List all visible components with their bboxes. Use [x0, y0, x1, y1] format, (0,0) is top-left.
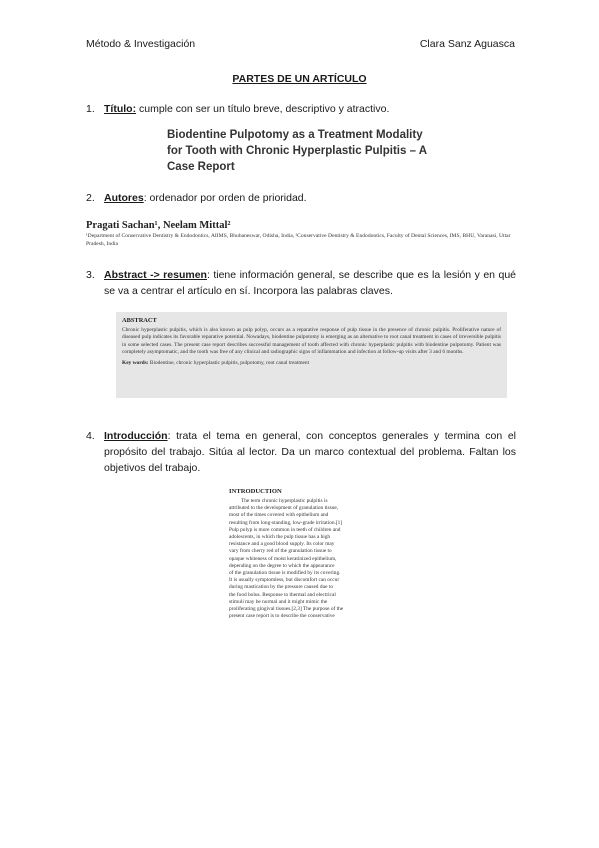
- item-text: : ordenador por orden de prioridad.: [143, 192, 307, 204]
- excerpt-intro-body: [229, 498, 374, 620]
- excerpt-keywords-label: Key words:: [122, 360, 149, 367]
- excerpt-intro-line: resistance and a good blood supply. Its color may: [229, 541, 335, 548]
- excerpt-abstract-body: Chronic hyperplastic pulpitis, which is also known as pulp polyp, occurs as a reparative response of pulp tissue in the presence of chronic pulpitis. Proliferative nature of diseased pulp indicates its favorable reparative potential. Nowadays, biodentine pulpotomy is emerging as an alternative to root canal treatment in cases of irreversible pulpitis in some selected cases. The present case report describes successful management of tooth affected with chronic hyperplastic pulpitis with biodentine pulpotomy. Patient was completely asymptomatic, and the tooth was free of any clinical and radiographic signs of inflammation and infection at follow-up visits after 3 and 6 months.: [122, 327, 501, 355]
- excerpt-affiliation: ¹Department of Conservative Dentistry & Endodontics, AIIMS, Bhubaneswar, Odisha, India, ²Conservative Dentistry & Endodontics, Faculty of Dental Sciences, IMS, BHU, Varanasi, Uttar Pradesh, India: [86, 233, 511, 247]
- excerpt-intro-line: attributed to the development of granulation tissue,: [229, 505, 339, 512]
- item-heading: Introducción: [104, 430, 168, 442]
- excerpt-abstract-title: ABSTRACT: [122, 317, 157, 324]
- excerpt-title-line: Case Report: [167, 161, 235, 173]
- excerpt-article-title: [167, 127, 427, 175]
- item-text: cumple con ser un título breve, descriptivo y atractivo.: [136, 103, 390, 115]
- item-heading: Abstract -> resumen: [104, 269, 207, 281]
- excerpt-intro-line: the food bolus. Response to thermal and electrical: [229, 591, 336, 598]
- excerpt-title-line: for Tooth with Chronic Hyperplastic Pulpitis – A: [167, 145, 428, 157]
- header-author: Clara Sanz Aguasca: [419, 38, 515, 50]
- excerpt-intro-line: vary from cherry red of the granulation tissue to: [229, 548, 332, 555]
- excerpt-intro-line: Pulp polyp is more common in teeth of children and: [229, 526, 341, 533]
- item-introduccion: [86, 428, 516, 476]
- excerpt-keywords: [122, 360, 501, 366]
- excerpt-keywords-text: Biodentine, chronic hyperplastic pulpitis, pulpotomy, root canal treatment: [148, 360, 310, 367]
- excerpt-intro-line: depending on the degree to which the appearance: [229, 562, 335, 569]
- excerpt-intro-line: It is usually symptomless, but discomfort can occur: [229, 577, 340, 584]
- item-text: : tiene información general, se describe que es la lesión y en qué se va a centrar el artículo en sí. Incorpora las palabras claves.: [104, 269, 517, 297]
- excerpt-intro-line: adolescents, in which the pulp tissue has a high: [229, 534, 331, 541]
- excerpt-authors: [86, 220, 516, 248]
- item-heading: Autores: [104, 192, 144, 204]
- excerpt-intro-line: resulting from long-standing, low-grade irritation.[1]: [229, 519, 343, 526]
- header-course: Método & Investigación: [86, 38, 196, 50]
- item-heading: Título:: [104, 103, 137, 115]
- excerpt-abstract: [116, 312, 507, 398]
- excerpt-intro-line: of the granulation tissue is modified by its covering.: [229, 570, 341, 577]
- item-number: 1.: [86, 103, 95, 115]
- excerpt-title-line: Biodentine Pulpotomy as a Treatment Modality: [167, 129, 423, 141]
- item-number: 2.: [86, 192, 95, 204]
- excerpt-intro-line: proliferating gingival tissues.[2,3] The purpose of the: [229, 606, 344, 613]
- excerpt-intro-line: opaque whiteness of moist keratinized epithelium,: [229, 555, 337, 562]
- excerpt-author-names: Pragati Sachan¹, Neelam Mittal²: [86, 220, 231, 231]
- item-text: : trata el tema en general, con conceptos generales y termina con el propósito del trabajo. Sitúa al lector. Da un marco contextual del problema. Faltan los objetivos del trabajo.: [104, 430, 516, 474]
- document-title: PARTES DE UN ARTÍCULO: [232, 73, 367, 85]
- excerpt-intro-line: present case report is to describe the conservative: [229, 613, 335, 620]
- item-autores: [86, 190, 516, 206]
- excerpt-intro-line: stimuli may be normal and it might mimic the: [229, 598, 328, 605]
- excerpt-introduction: [229, 488, 374, 620]
- excerpt-intro-title: INTRODUCTION: [229, 488, 282, 495]
- item-number: 4.: [86, 430, 95, 442]
- excerpt-intro-line: The term chronic hyperplastic pulpitis is: [241, 498, 328, 504]
- excerpt-intro-line: during mastication by the pressure caused due to: [229, 584, 334, 591]
- item-abstract: [86, 267, 516, 299]
- item-number: 3.: [86, 269, 95, 281]
- item-titulo: [86, 101, 516, 117]
- excerpt-intro-line: most of the times covered with epithelium and: [229, 512, 329, 519]
